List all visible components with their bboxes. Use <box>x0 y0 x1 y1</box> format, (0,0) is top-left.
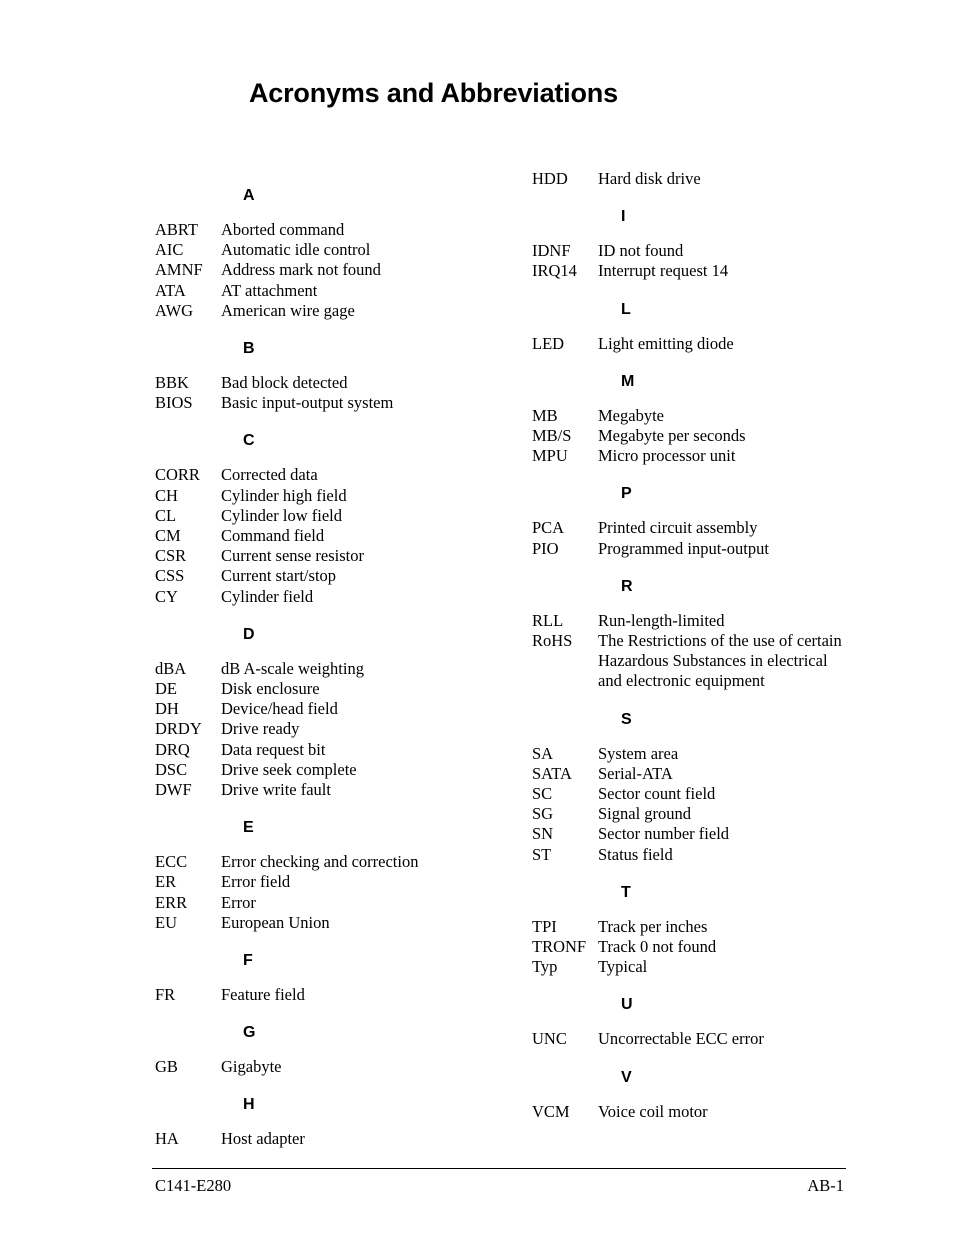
glossary-entry <box>532 446 852 466</box>
entry-abbreviation: EU <box>155 912 177 932</box>
entry-definition: Signal ground <box>598 804 692 824</box>
section-letter-heading: T <box>621 883 631 901</box>
glossary-entry <box>532 334 852 354</box>
letter-section <box>532 300 852 354</box>
letter-section <box>532 995 852 1049</box>
left-column <box>155 186 485 1168</box>
entry-definition: Drive write fault <box>221 780 331 800</box>
entry-abbreviation: DE <box>155 679 177 699</box>
letter-section <box>532 710 852 865</box>
section-letter-heading: I <box>621 208 626 226</box>
entry-abbreviation: BBK <box>155 373 189 393</box>
letter-section <box>532 883 852 978</box>
glossary-entry <box>155 893 485 913</box>
glossary-entry <box>532 518 852 538</box>
section-letter-heading: S <box>621 710 632 728</box>
glossary-entry <box>155 872 485 892</box>
glossary-entry <box>532 957 852 977</box>
entry-abbreviation: TPI <box>532 916 557 936</box>
entry-definition: Drive ready <box>221 719 300 739</box>
entry-definition: Megabyte per seconds <box>598 426 746 446</box>
glossary-entry <box>155 985 485 1005</box>
entry-abbreviation: CSS <box>155 566 185 586</box>
entry-abbreviation: CL <box>155 505 177 525</box>
entry-definition: Uncorrectable ECC error <box>598 1029 764 1049</box>
glossary-entry <box>155 587 485 607</box>
entry-definition: European Union <box>221 912 330 932</box>
glossary-entry <box>532 764 852 784</box>
entry-definition: Cylinder high field <box>221 485 347 505</box>
letter-section <box>155 1023 485 1077</box>
entry-abbreviation: PCA <box>532 518 565 538</box>
section-letter-heading: G <box>243 1024 256 1042</box>
entry-definition: Error checking and correction <box>221 852 419 872</box>
entry-definition: Printed circuit assembly <box>598 518 758 538</box>
glossary-entry <box>155 465 485 485</box>
entry-abbreviation: DH <box>155 699 179 719</box>
glossary-entry <box>532 611 852 631</box>
entry-abbreviation: MB/S <box>532 426 572 446</box>
entry-definition: Interrupt request 14 <box>598 261 729 281</box>
entry-definition: Basic input-output system <box>221 393 394 413</box>
entry-definition: Feature field <box>221 985 305 1005</box>
letter-section <box>155 818 485 933</box>
glossary-entry <box>155 699 485 719</box>
entry-abbreviation: IRQ14 <box>532 261 577 281</box>
glossary-entry <box>532 406 852 426</box>
section-letter-heading: L <box>621 300 631 318</box>
entry-abbreviation: HDD <box>532 169 568 188</box>
glossary-entry <box>532 261 852 281</box>
entry-definition: Gigabyte <box>221 1057 282 1077</box>
entry-abbreviation: ABRT <box>155 220 199 239</box>
glossary-entry <box>532 241 852 261</box>
entry-abbreviation: LED <box>532 333 565 353</box>
entry-definition: Bad block detected <box>221 373 348 393</box>
entry-abbreviation: ER <box>155 872 177 892</box>
letter-section <box>155 951 485 1005</box>
glossary-entry <box>155 679 485 699</box>
letter-section <box>532 372 852 467</box>
glossary-entry <box>532 539 852 559</box>
entry-abbreviation: DRQ <box>155 739 190 759</box>
glossary-entry <box>532 804 852 824</box>
glossary-entry <box>155 526 485 546</box>
entry-definition: The Restrictions of the use of certain Hazardous Substances in electrical and electronic equipment <box>598 631 842 691</box>
section-letter-heading: M <box>621 372 635 390</box>
entry-abbreviation: SG <box>532 804 554 824</box>
glossary-entry <box>155 281 485 301</box>
entry-definition: dB A-scale weighting <box>221 658 364 678</box>
entry-abbreviation: DRDY <box>155 719 202 739</box>
entry-definition: American wire gage <box>221 300 355 320</box>
entry-abbreviation: RoHS <box>532 631 573 651</box>
letter-section <box>532 207 852 281</box>
glossary-entry <box>155 506 485 526</box>
letter-section <box>155 431 485 606</box>
right-column <box>532 169 852 1140</box>
entry-abbreviation: MB <box>532 405 558 425</box>
glossary-entry <box>155 546 485 566</box>
entry-abbreviation: ERR <box>155 892 188 912</box>
letter-section <box>155 625 485 800</box>
glossary-entry <box>155 373 485 393</box>
letter-section <box>155 186 485 321</box>
entry-abbreviation: VCM <box>532 1101 570 1121</box>
section-letter-heading: E <box>243 819 254 837</box>
entry-abbreviation: AMNF <box>155 260 203 280</box>
glossary-entry <box>155 1129 485 1149</box>
entry-abbreviation: Typ <box>532 957 558 977</box>
glossary-entry <box>532 845 852 865</box>
glossary-entry <box>155 486 485 506</box>
section-letter-heading: R <box>621 577 633 595</box>
footer-doc-number: C141-E280 <box>155 1176 232 1195</box>
glossary-entry <box>155 913 485 933</box>
entry-definition: Cylinder field <box>221 586 314 606</box>
section-letter-heading: V <box>621 1068 632 1086</box>
entry-definition: Error <box>221 892 256 912</box>
entry-definition: Track per inches <box>598 916 708 936</box>
page-title: Acronyms and Abbreviations <box>249 78 618 108</box>
entry-definition: Hard disk drive <box>598 169 701 188</box>
letter-section <box>532 484 852 558</box>
glossary-entry <box>155 1057 485 1077</box>
glossary-entry <box>532 744 852 764</box>
entry-abbreviation: DWF <box>155 780 192 800</box>
entry-definition: Error field <box>221 872 291 892</box>
entry-abbreviation: SN <box>532 824 554 844</box>
section-letter-heading: D <box>243 625 255 643</box>
entry-definition: Command field <box>221 526 325 546</box>
glossary-entry <box>155 260 485 280</box>
footer-divider <box>152 1168 846 1169</box>
entry-definition: Megabyte <box>598 405 664 425</box>
continued-section <box>532 169 852 189</box>
section-letter-heading: B <box>243 340 255 358</box>
glossary-entry <box>155 780 485 800</box>
letter-section <box>155 1095 485 1149</box>
entry-definition: Host adapter <box>221 1129 305 1149</box>
section-letter-heading: P <box>621 485 632 503</box>
entry-definition: Data request bit <box>221 739 326 759</box>
entry-definition: Serial-ATA <box>598 763 673 783</box>
section-letter-heading: C <box>243 432 255 450</box>
letter-section <box>532 1068 852 1122</box>
section-letter-heading: A <box>243 187 255 204</box>
entry-definition: Current sense resistor <box>221 546 364 566</box>
entry-definition: Voice coil motor <box>598 1101 708 1121</box>
entry-definition: Cylinder low field <box>221 505 342 525</box>
letter-section <box>532 577 852 692</box>
entry-abbreviation: CSR <box>155 546 187 566</box>
footer-page-number: AB-1 <box>807 1176 844 1195</box>
entry-definition: Address mark not found <box>221 260 381 280</box>
entry-definition: Typical <box>598 957 648 977</box>
glossary-entry <box>155 301 485 321</box>
entry-definition: Micro processor unit <box>598 446 736 466</box>
entry-abbreviation: GB <box>155 1057 178 1077</box>
glossary-entry <box>155 760 485 780</box>
glossary-entry <box>532 824 852 844</box>
glossary-entry <box>155 852 485 872</box>
entry-abbreviation: DSC <box>155 759 188 779</box>
entry-abbreviation: FR <box>155 985 176 1005</box>
entry-definition: System area <box>598 743 679 763</box>
entry-abbreviation: CORR <box>155 465 200 485</box>
entry-definition: Aborted command <box>221 220 345 239</box>
entry-abbreviation: MPU <box>532 446 568 466</box>
glossary-entry <box>532 631 852 692</box>
glossary-entry <box>155 719 485 739</box>
entry-abbreviation: UNC <box>532 1029 567 1049</box>
entry-definition: Sector number field <box>598 824 730 844</box>
entry-abbreviation: ECC <box>155 852 188 872</box>
entry-definition: Corrected data <box>221 465 318 485</box>
letter-section <box>155 339 485 413</box>
entry-abbreviation: ST <box>532 844 552 864</box>
entry-definition: Device/head field <box>221 699 338 719</box>
entry-abbreviation: AWG <box>155 300 194 320</box>
entry-definition: Programmed input-output <box>598 538 769 558</box>
glossary-entry <box>155 659 485 679</box>
entry-abbreviation: dBA <box>155 658 187 678</box>
entry-definition: Disk enclosure <box>221 679 320 699</box>
entry-abbreviation: SA <box>532 743 554 763</box>
entry-abbreviation: PIO <box>532 538 559 558</box>
glossary-entry <box>532 169 852 189</box>
entry-definition: Sector count field <box>598 784 716 804</box>
entry-definition: Current start/stop <box>221 566 337 586</box>
entry-abbreviation: SATA <box>532 763 572 783</box>
entry-abbreviation: ATA <box>155 280 186 300</box>
entry-definition: Status field <box>598 844 673 864</box>
entry-definition: Drive seek complete <box>221 759 357 779</box>
entry-abbreviation: TRONF <box>532 937 587 957</box>
entry-abbreviation: BIOS <box>155 393 193 413</box>
entry-abbreviation: CH <box>155 485 178 505</box>
entry-definition: AT attachment <box>221 280 318 300</box>
glossary-entry <box>155 240 485 260</box>
entry-abbreviation: IDNF <box>532 241 571 261</box>
glossary-entry <box>155 566 485 586</box>
glossary-entry <box>532 937 852 957</box>
entry-definition: ID not found <box>598 241 684 261</box>
entry-abbreviation: HA <box>155 1129 179 1149</box>
glossary-entry <box>155 393 485 413</box>
entry-abbreviation: CM <box>155 526 181 546</box>
entry-abbreviation: AIC <box>155 240 184 260</box>
section-letter-heading: U <box>621 996 633 1014</box>
glossary-entry <box>532 917 852 937</box>
section-letter-heading: H <box>243 1096 255 1114</box>
entry-abbreviation: SC <box>532 784 553 804</box>
glossary-entry <box>532 784 852 804</box>
entry-abbreviation: CY <box>155 586 178 606</box>
entry-definition: Light emitting diode <box>598 333 734 353</box>
glossary-entry <box>155 220 485 240</box>
entry-definition: Run-length-limited <box>598 610 725 630</box>
glossary-entry <box>532 1029 852 1049</box>
entry-definition: Automatic idle control <box>221 240 371 260</box>
section-letter-heading: F <box>243 952 253 970</box>
glossary-entry <box>532 426 852 446</box>
glossary-entry <box>532 1102 852 1122</box>
entry-abbreviation: RLL <box>532 610 564 630</box>
glossary-entry <box>155 740 485 760</box>
entry-definition: Track 0 not found <box>598 937 717 957</box>
